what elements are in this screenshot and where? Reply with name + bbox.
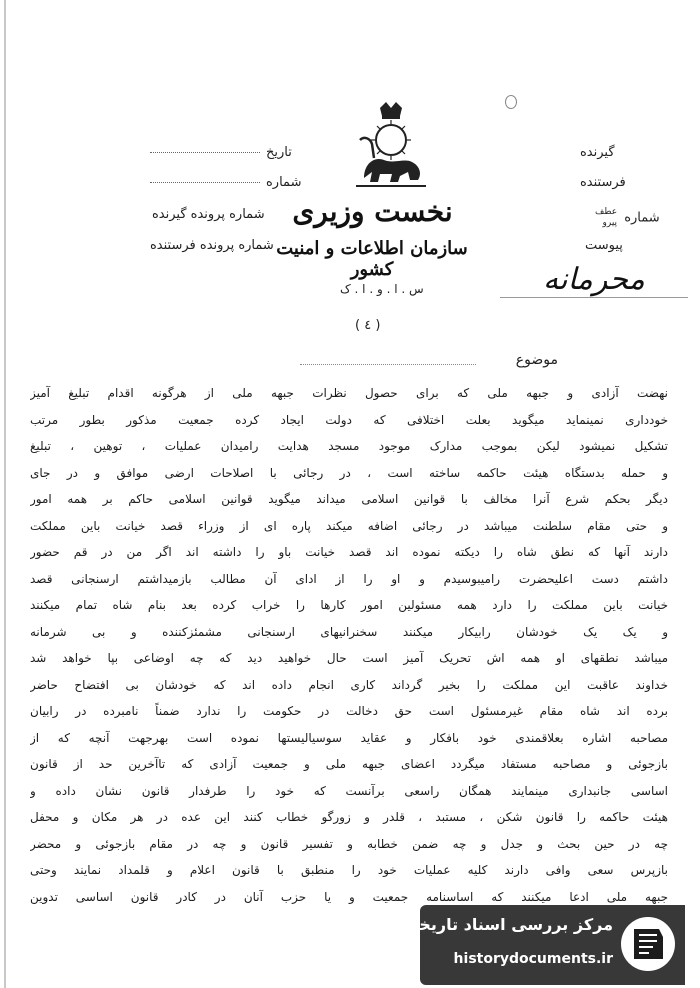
- date-field-right: [150, 145, 292, 160]
- number-field-left: [595, 207, 660, 229]
- recipient-field: [580, 145, 615, 160]
- body-line: خودداری نمینماید میگوید بعلت اختلافی که دولت ایجاد کرده جمعیت مذکور بطور مرتب: [30, 412, 668, 427]
- sender-label: فرستنده: [580, 175, 626, 190]
- body-line: برده اند شاه مقام غیرمسئول است حق دخالت در حکومت را ندارد ضمناً نامبرده در رابیان: [30, 704, 668, 718]
- body-line: جبهه ملی ادعا میکنند که اساسنامه جمعیت و یا حزب آنان در کادر قانون اساسی تدوین: [30, 889, 668, 904]
- body-line: خداوند عاقبت این مملکت را بخیر گرداند کاری انجام داده اند که خودشان بی افتضاح حاضر: [30, 677, 668, 692]
- scan-edge: [4, 0, 6, 988]
- body-line: و حتی مقام سلطنت میباشد در رجائی اضافه میکند پاره ای از وزراء قصد خیانت باین مملکت: [30, 518, 668, 533]
- body-line: چه در حین بحث و جدل و چه ضمن خطابه و تفسیر قانون و چه در مقام بازجوئی و محضر: [30, 836, 668, 851]
- number-label-left: شماره: [624, 210, 660, 226]
- body-line: هیئت حاکمه را قانون شکن ، مستبد ، قلدر و زورگو خطاب کنند این عده در هر مکان و محفل: [30, 810, 668, 824]
- body-line: مصاحبه اشاره بعلاقمندی خود بافکار و عقاید سوسیالیستها نموده است بهرجهت آنچه که از: [30, 730, 668, 745]
- followup-label: پیرو: [602, 218, 618, 228]
- recipient-file-label: شماره پرونده گیرنده: [152, 207, 265, 222]
- org-title: نخست وزیری: [292, 195, 453, 228]
- recipient-label: گیرنده: [580, 145, 615, 160]
- body-line: میباشد نطقهای او همه اش تحریک آمیز است حال خواهید دید که چه اوضاعی بپا خواهد شد: [30, 651, 668, 665]
- lion-and-sun-emblem-icon: [350, 100, 432, 192]
- watermark-title: مرکز بررسی اسناد تاریخی: [403, 915, 613, 934]
- body-line: خیانت باین مملکت را دارد همه مسئولین امور کارها را خراب کرده بعد بنام شاه تمام میکنند: [30, 598, 668, 612]
- subject-line: [300, 364, 476, 365]
- body-line: و یک یک خودشان رابیکار میکنند سخنرانیهای ارسنجانی مشمئزکننده و بی شرمانه: [30, 624, 668, 639]
- number-label: شماره: [266, 175, 302, 190]
- attachment-field: [585, 238, 623, 253]
- circle-mark: [505, 95, 517, 109]
- body-line: دیگر بحکم شرع آنرا مخالف با قوانین اسلامی میداند میگوید قوانین اسلامی حاکم بر همه امور: [30, 492, 668, 506]
- watermark-url: historydocuments.ir: [453, 951, 613, 967]
- sender-field: [580, 175, 626, 190]
- archive-logo-icon: [619, 915, 677, 973]
- date-label: تاریخ: [266, 145, 292, 160]
- classification-stamp: محرمانه: [500, 262, 688, 298]
- attachment-label: پیوست: [585, 238, 623, 253]
- body-line: تشکیل نمیشود لیکن بموجب مدارک موجود مسجد هدایت رامیدان عملیات ، توهین ، تبلیغ: [30, 439, 668, 453]
- body-text: [30, 380, 668, 910]
- number-field-right: [150, 175, 301, 190]
- org-subtitle: سازمان اطلاعات و امنیت کشور: [276, 238, 468, 280]
- recipient-file-field: [152, 207, 265, 222]
- page-number: ( ٤ ): [355, 318, 381, 333]
- body-line: داشتم دست اعلیحضرت رامیبوسیدم و او را از ادای آن مطالب بازمیداشتم ارسنجانی قصد: [30, 571, 668, 586]
- subject-label: موضوع: [515, 352, 558, 368]
- body-line: دارند آنها که نطق شاه را دیکته نموده اند قصد خیانت باو را داشته اند اگر من در قم حضور: [30, 545, 668, 559]
- watermark: [403, 905, 685, 985]
- reference-label: عطف: [595, 207, 618, 217]
- body-line: بازجوئی و مصاحبه مستفاد میگردد اعضای جبهه ملی و جمعیت آزادی که تاآخرین حد از قانون: [30, 757, 668, 771]
- reference-code: س . ا . و . ا . ک: [340, 282, 424, 296]
- body-line: اساسی جانبداری مینمایند همگان راسعی برآنست که خود را طرفدار قانون نشان داده و: [30, 783, 668, 798]
- body-line: بازپرس سعی وافی دارند کلیه عملیات خود را منطبق با قانون اعلام و قلمداد نمایند وحتی: [30, 863, 668, 877]
- sender-file-label: شماره پرونده فرستنده: [150, 238, 274, 253]
- body-line: و حمله بدستگاه هیئت حاکمه ساخته است ، در رجائی با اصلاحات ارضی موافق و در جای: [30, 465, 668, 480]
- body-line: نهضت آزادی و جبهه ملی که برای حصول نظرات جبهه ملی از هرگونه اقدام تبلیغ آمیز: [30, 386, 668, 400]
